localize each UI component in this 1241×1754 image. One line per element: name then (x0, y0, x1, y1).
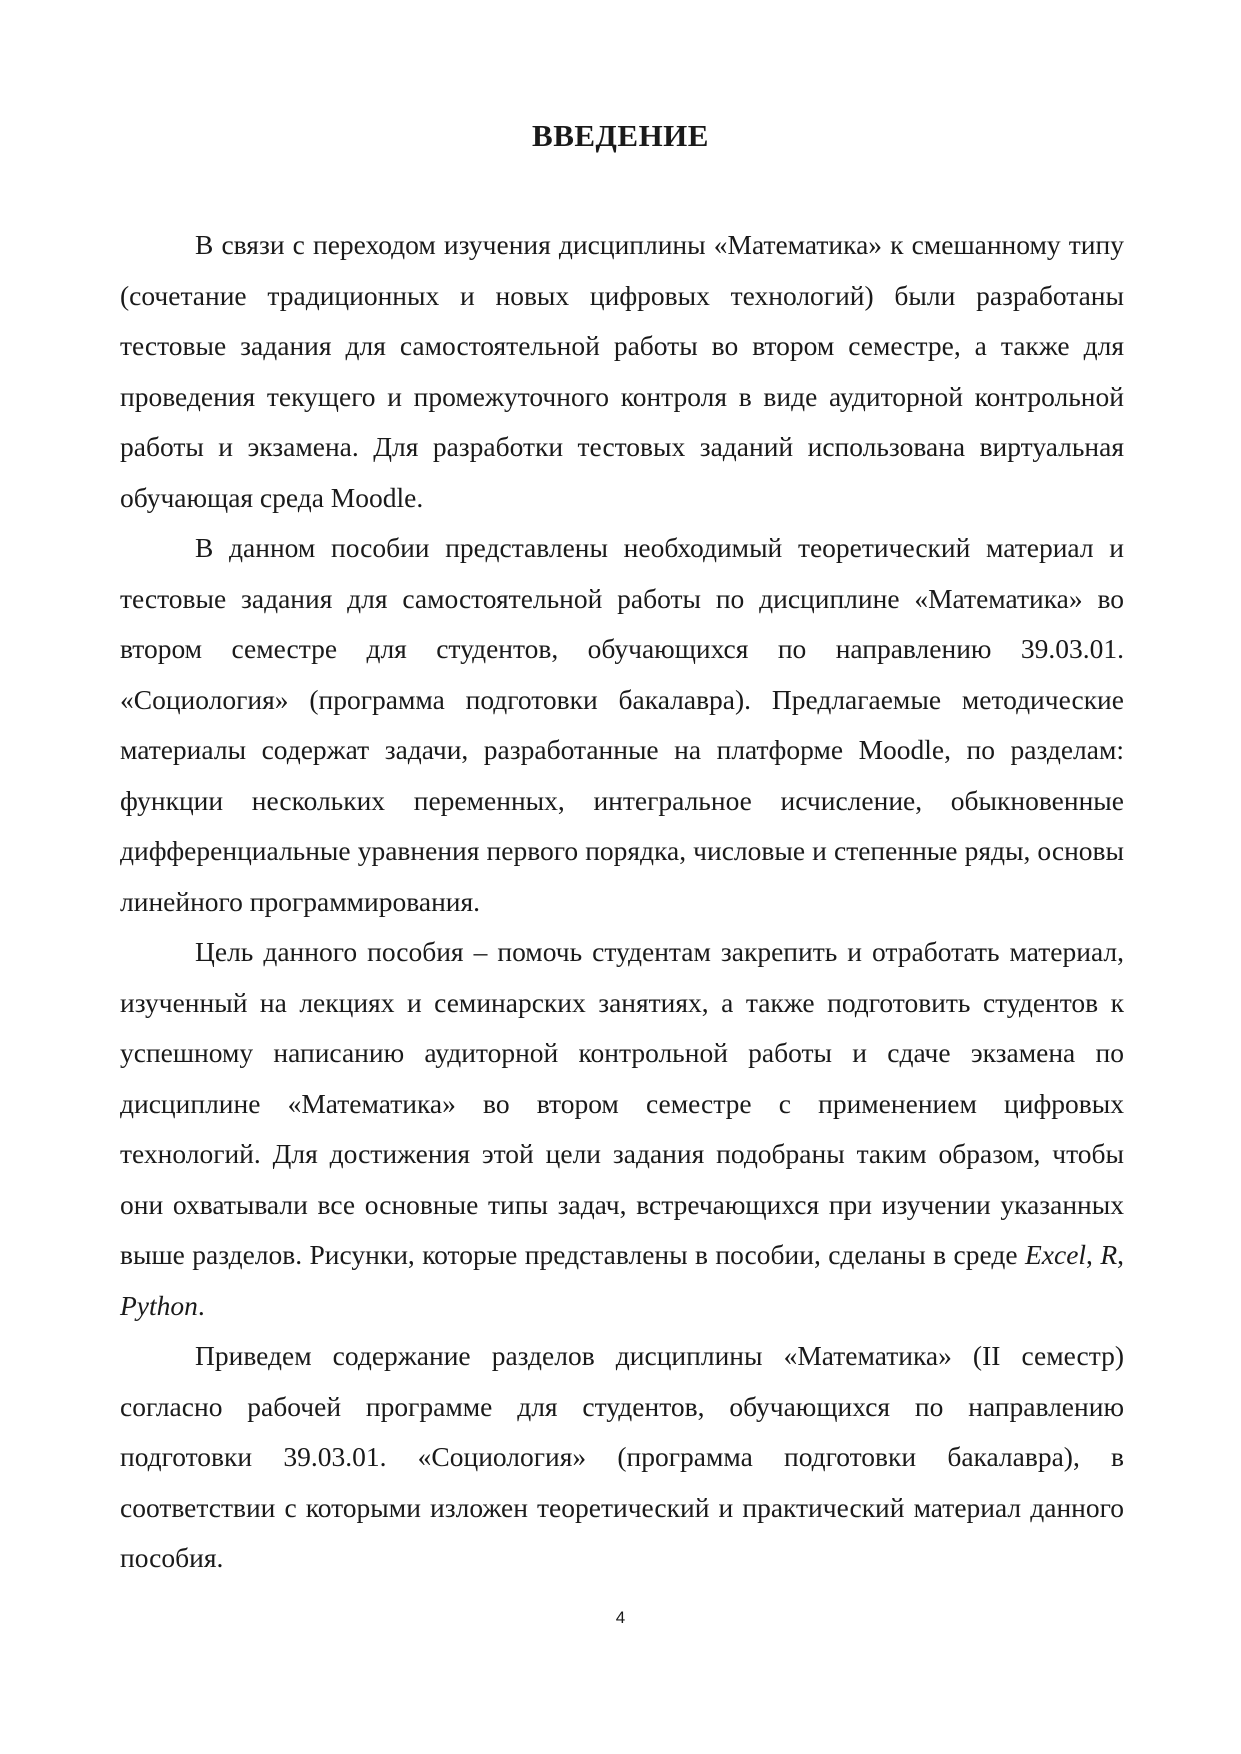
paragraph-goal-text: Цель данного пособия – помочь студентам закрепить и отработать материал, изученный на лекциях и семинарских занятиях, а также подготовить студентов к успешному написанию аудиторной контрольной работы и сдаче экзамена по дисциплине «Математика» во втором семестре с применением цифровых технологий. Для достижения этой цели задания подобраны таким образом, чтобы они охватывали все основные типы задач, встречающихся при изучении указанных выше разделов. Рисунки, которые представлены в пособии, сделаны в среде (120, 936, 1124, 1270)
page-number: 4 (615, 1608, 626, 1627)
paragraph-goal (120, 927, 1124, 1331)
software-excel: Excel (1024, 1239, 1087, 1270)
page-title: ВВЕДЕНИЕ (532, 118, 709, 153)
software-r: R (1100, 1239, 1118, 1270)
paragraph-intro: В связи с переходом изучения дисциплины «Математика» к смешанному типу (сочетание традиционных и новых цифровых технологий) были разработаны тестовые задания для самостоятельной работы во втором семестре, а также для проведения текущего и промежуточного контроля в виде аудиторной контрольной работы и экзамена. Для разработки тестовых заданий использована виртуальная обучающая среда Moodle. (120, 229, 1124, 513)
paragraph-sections: Приведем содержание разделов дисциплины «Математика» (II семестр) согласно рабочей программе для студентов, обучающихся по направлению подготовки 39.03.01. «Социология» (программа подготовки бакалавра), в соответствии с которыми изложен теоретический и практический материал данного пособия. (120, 1340, 1124, 1573)
document-body (120, 220, 1124, 1584)
separator: , (1086, 1239, 1101, 1270)
sentence-end: . (197, 1289, 205, 1321)
paragraph-contents: В данном пособии представлены необходимый теоретический материал и тестовые задания для самостоятельной работы по дисциплине «Математика» во втором семестре для студентов, обучающихся по направлению 39.03.01. «Социология» (программа подготовки бакалавра). Предлагаемые методические материалы содержат задачи, разработанные на платформе Moodle, по разделам: функции нескольких переменных, интегральное исчисление, обыкновенные дифференциальные уравнения первого порядка, числовые и степенные ряды, основы линейного программирования. (120, 532, 1124, 917)
software-python: Python (120, 1289, 198, 1321)
separator: , (1117, 1239, 1125, 1270)
